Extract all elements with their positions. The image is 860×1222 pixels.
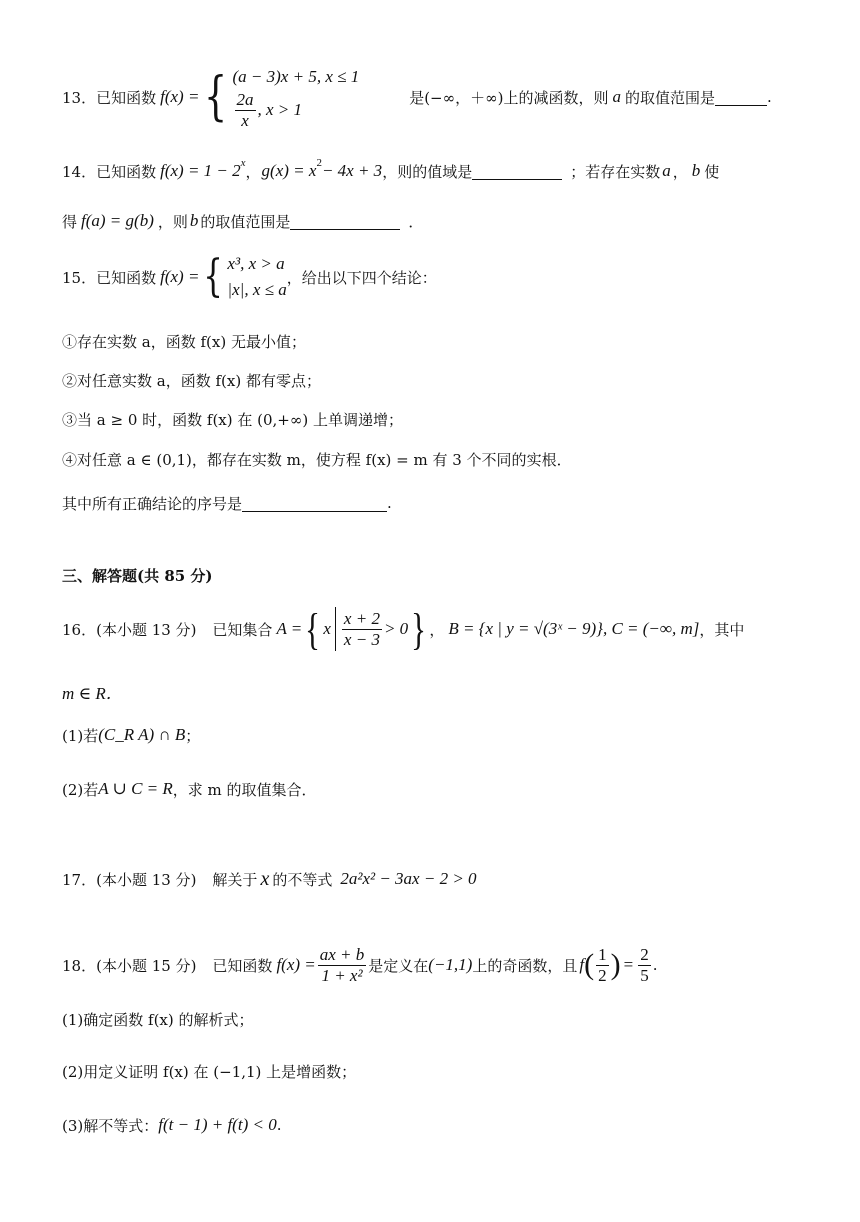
q14-mid: ，则的值域是 <box>382 162 473 181</box>
q15-summary-end: . <box>387 494 392 512</box>
q16-line1 <box>62 600 744 658</box>
q15-case2: |x|, x ≤ a <box>227 280 287 299</box>
q14-g-exp: 2 <box>316 157 322 169</box>
q17-x: x <box>260 867 270 890</box>
q16-line2 <box>62 678 123 704</box>
q13-case2-num: 2a <box>236 89 254 109</box>
q18-mid: 是定义在 <box>368 956 429 975</box>
q13-answer-blank[interactable] <box>715 89 767 106</box>
section3-title: 三、解答题(共 85 分) <box>62 566 213 585</box>
q16-post: ，其中 <box>699 620 745 639</box>
q14-b-range-blank[interactable] <box>290 213 400 230</box>
q16-setA-num: x + 2 <box>343 608 380 628</box>
q14-line2-end: ． <box>408 212 424 231</box>
q16-part2 <box>62 776 317 802</box>
q16-setA-x: x <box>323 619 331 638</box>
q13-f: f(x) = <box>160 87 200 106</box>
q13-case2 <box>233 90 360 131</box>
q14-line2-post: 的取值范围是 <box>200 212 291 231</box>
q18-rparen: ) <box>610 948 621 981</box>
q14-g: g(x) = x <box>261 161 317 180</box>
q14-line2-mid: ，则 <box>157 212 188 231</box>
q16-setA-bar <box>335 607 336 651</box>
q18-number: 18．(本小题 15 分) <box>62 956 197 975</box>
q13-number: 13． <box>62 88 97 107</box>
q18-val <box>638 945 651 986</box>
q15-post: ，给出以下四个结论： <box>286 268 437 287</box>
q18-lparen: ( <box>584 948 595 981</box>
q18-part2: (2)用定义证明 f(x) 在 (−1,1) 上是增函数； <box>62 1062 357 1081</box>
q18-val-den: 5 <box>640 965 649 985</box>
q16-setA-den: x − 3 <box>343 629 380 649</box>
q15-item-1: ①存在实数 a，函数 f(x) 无最小值； <box>62 332 306 351</box>
q13-end: . <box>766 88 772 106</box>
q16-p1-expr: (C_R A) ∩ B <box>98 725 186 744</box>
q16-p1-end: ； <box>185 726 201 745</box>
q15-pre: 已知函数 <box>96 268 157 287</box>
q16-setA-rbrace: } <box>411 604 427 654</box>
q16-pre: 已知集合 <box>212 620 273 639</box>
q18-interval: (−1,1) <box>428 955 473 974</box>
q15-brace: { <box>203 251 224 302</box>
q16-setA-gt: > 0 <box>383 619 409 638</box>
q18-half <box>596 945 609 986</box>
q18-p3-end: . <box>276 1116 282 1134</box>
q13-pre: 已知函数 <box>96 88 157 107</box>
q14-b: b <box>691 161 701 180</box>
q16-p2-expr: A ∪ C = R <box>98 779 173 798</box>
q13-post: 是(−∞，＋∞)上的减函数，则 <box>409 88 609 107</box>
q18-part3 <box>62 1112 281 1138</box>
q14-number: 14． <box>62 162 97 181</box>
q18-pre: 已知函数 <box>212 956 273 975</box>
q18-eq: = <box>623 955 634 974</box>
q16-part1 <box>62 722 200 748</box>
q17-expr: 2a²x² − 3ax − 2 > 0 <box>340 869 477 888</box>
q18-line1 <box>62 940 657 990</box>
q16-p2-post: ，求 m 的取值集合． <box>172 780 317 799</box>
q15-summary <box>62 490 392 516</box>
q14-semi: ；若存在实数 <box>570 162 661 181</box>
q18-p3-expr: f(t − 1) + f(t) < 0 <box>158 1115 277 1134</box>
q14-end: 使 <box>704 162 720 181</box>
q15-item-2: ②对任意实数 a，函数 f(x) 都有零点； <box>62 371 321 390</box>
q15-answer-blank[interactable] <box>242 495 387 512</box>
q14-a: a <box>662 161 671 180</box>
q16-setA-frac <box>342 609 382 650</box>
q13-case2-frac <box>235 90 256 131</box>
q17-pre: 解关于 <box>212 870 258 889</box>
q16-A: A = <box>276 619 303 638</box>
q18-half-num: 1 <box>598 944 607 964</box>
q18-mid2: 上的奇函数，且 <box>472 956 578 975</box>
q15-summary-text: 其中所有正确结论的序号是 <box>62 494 243 513</box>
q14-f: f(x) = 1 − 2 <box>160 161 241 180</box>
q18-part1: (1)确定函数 f(x) 的解析式； <box>62 1010 254 1029</box>
q18-frac-num: ax + b <box>319 944 365 964</box>
q15-item-3: ③当 a ≥ 0 时，函数 f(x) 在 (0,+∞) 上单调递增； <box>62 410 403 429</box>
q18-f: f(x) = <box>276 955 316 974</box>
q15-number: 15． <box>62 268 97 287</box>
q13-case2-den: x <box>241 110 249 130</box>
q16-B: B = {x | y = √(3ˣ − 9)} <box>448 619 603 638</box>
q17-mid: 的不等式 <box>272 870 333 889</box>
q16-line2-text: m ∈ R． <box>62 683 123 703</box>
q13-case1: (a − 3)x + 5, x ≤ 1 <box>232 66 360 86</box>
q14-g-rest: − 4x + 3 <box>321 161 383 180</box>
q16-p1-label: (1)若 <box>62 726 99 745</box>
q13-cases <box>233 64 360 131</box>
q13-line <box>62 62 772 132</box>
q17-number: 17．(本小题 13 分) <box>62 870 197 889</box>
q18-frac <box>318 945 367 986</box>
q15-f: f(x) = <box>160 267 200 286</box>
q13-case2-cond: , x > 1 <box>257 100 303 119</box>
q13-post2: 的取值范围是 <box>624 88 715 107</box>
q14-line2-eq: f(a) = g(b) <box>81 211 154 230</box>
q16-p2-label: (2)若 <box>62 780 99 799</box>
q18-p3-label: (3)解不等式： <box>62 1116 159 1135</box>
q18-frac-den: 1 + x² <box>321 965 363 985</box>
q13-brace: { <box>204 67 228 127</box>
q16-C: , C = (−∞, m] <box>602 619 700 638</box>
q16-comma: ， <box>429 620 445 639</box>
q16-setA-lbrace: { <box>305 604 321 654</box>
q14-line2-b: b <box>189 211 199 230</box>
q15-case1: x³, x > a <box>227 254 285 273</box>
q14-pre: 已知函数 <box>96 162 157 181</box>
q14-line2-pre: 得 <box>62 212 78 231</box>
q18-end: . <box>652 956 658 974</box>
q14-range-blank[interactable] <box>472 163 562 180</box>
q15-line <box>62 248 437 306</box>
q16-number: 16．(本小题 13 分) <box>62 620 197 639</box>
q14-line1: 14． 已知函数 f(x) = 1 − 2 $^x$ ， g(x) = x $^2$ − 4x + 3 ，则的值域是 ；若存在实数 a ， b 使 <box>62 157 720 181</box>
q15-cases <box>227 251 286 303</box>
q14-line2 <box>62 207 423 235</box>
q17-line <box>62 866 477 892</box>
q14-f-exp: x <box>240 157 246 169</box>
q18-half-den: 2 <box>598 965 607 985</box>
q15-item-4: ④对任意 a ∈ (0,1)，都存在实数 m，使方程 f(x) = m 有 3 个不同的实根． <box>62 450 572 469</box>
q18-val-num: 2 <box>640 944 649 964</box>
q13-var: a <box>612 87 621 106</box>
q14-comma: ， <box>672 162 688 181</box>
q18-cond-f: f <box>579 955 585 974</box>
